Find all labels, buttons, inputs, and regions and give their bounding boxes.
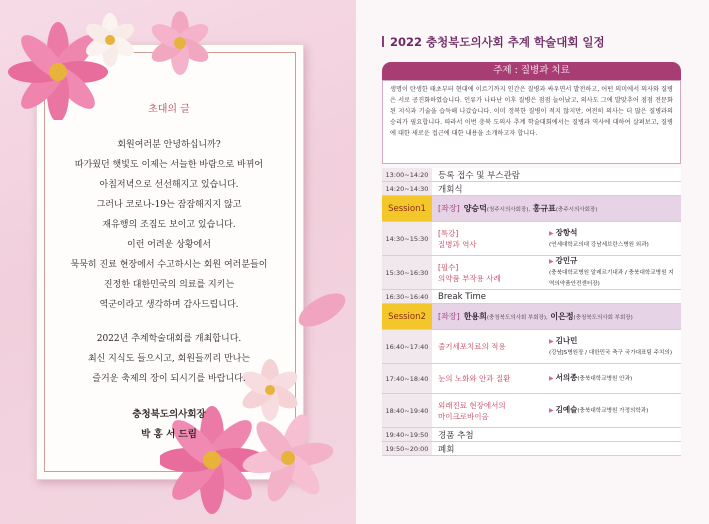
letter-paragraph-2 [44,329,294,389]
speaker-affiliation: (충북대학교병원 알레르기내과 / 충북대학교병원 지역의약품안전센터장) [549,270,674,287]
session-header [382,304,681,330]
time-cell: 14:30~15:30 [382,222,432,255]
table-row [382,394,681,428]
program-cell: Break Time [438,291,487,302]
signature-name: 박 홍 서 드림 [141,429,197,440]
letter-line: 이런 어려운 상황에서 [127,240,211,250]
letter-line: 따가웠던 햇빛도 이제는 서늘한 바람으로 바뀌어 [74,160,264,170]
chair-name: 한용희 [463,312,487,321]
speaker-name: 강민규 [555,256,578,265]
talk-cell [432,330,681,363]
table-row [382,428,681,442]
talk-speaker [549,228,677,250]
session-chairs [432,304,681,329]
speaker-affiliation: (강남JS병원장 / 대한민국 축구 국가대표팀 주치의) [549,349,673,356]
speaker-name: 김예슬 [555,405,578,414]
letter-line: 재유행의 조짐도 보이고 있습니다. [102,220,236,230]
letter-line: 회원여러분 안녕하십니까? [117,140,221,150]
cosmos-flower-icon [140,8,220,78]
time-cell: 18:40~19:40 [382,394,432,427]
letter-line: 최신 지식도 들으시고, 회원들끼리 만나는 [87,354,251,364]
triangle-bullet-icon: ▶ [549,337,554,345]
speaker-name: 김나민 [555,335,578,345]
theme-intro: 생명이 탄생한 태초부터 현대에 이르기까지 인간은 질병과 싸우면서 발전하고, 어떤 의미에서 의사와 질병은 서로 공진화하였습니다. 인류가 나타난 이후 질병은 점점 늘어났고, 의사도 그에 발맞추어 점점 전문화된 지식과 기술을 습득해 나갔습니다. 이미 정복한 질병이 적지 않지만, 여전히 의사는 더 많은 질병과의 승리가 필요합니다. 따라서 이번 충북 도의사 추계 학술대회에서는 질병과 역사에 대하여 살펴보고, 질병에 대한 새로운 접근에 대한 내용을 소개하고자 합니다. [382,80,681,164]
letter-line: 2022년 추계학술대회를 개최합니다. [96,334,242,344]
speaker-name: 장항석 [555,227,578,237]
schedule-title [382,34,605,50]
table-row [382,182,681,196]
table-row [382,330,681,364]
letter-line: 그러나 코로나-19는 잠잠해지지 않고 [96,200,242,210]
table-row [382,168,681,182]
triangle-bullet-icon: ▶ [549,258,554,265]
schedule-title-text: 2022 충청북도의사회 추계 학술대회 일정 [390,35,605,49]
program-cell: 경품 추첨 [438,430,474,441]
chair-affiliation: (충주시의사회장) [555,206,598,213]
time-cell: 19:40~19:50 [382,428,432,441]
table-row [382,222,681,256]
session-label: Session1 [382,196,432,221]
talk-title: 외래진료 현장에서의 마이크로바이옴 [438,400,506,421]
talk-title: 눈의 노화와 안과 질환 [438,374,511,383]
chair-tag: [좌장] [438,312,460,321]
chair-tag: [좌장] [438,204,460,213]
talk-title: [필수] 의약품 부작용 사례 [438,262,501,283]
triangle-bullet-icon: ▶ [549,375,554,382]
talk-speaker [549,336,677,358]
talk-cell [432,256,681,289]
letter-signature [44,405,294,445]
signature-title: 충청북도의사회장 [132,409,206,420]
program-cell: 폐회 [438,444,455,455]
theme-header: 주제 : 질병과 치료 [382,62,681,80]
program-cell: 개회식 [438,184,463,195]
talk-title: [특강] 질병과 역사 [438,228,477,249]
chair-name: 홍규표 [532,204,556,213]
time-cell: 13:00~14:20 [382,168,432,181]
talk-speaker [549,373,677,384]
time-cell: 16:40~17:40 [382,330,432,363]
title-bar [382,36,384,47]
chair-affiliation: (청주시의사회장), [486,206,531,213]
time-cell: 14:20~14:30 [382,182,432,195]
letter-line: 진정한 대한민국의 의료를 지키는 [103,280,235,290]
speaker-affiliation: (충북대학교병원 안과) [577,376,633,382]
triangle-bullet-icon: ▶ [549,407,554,414]
chair-name: 이은정 [550,312,574,321]
speaker-affiliation: (연세대학교의대 강남세브란스병원 외과) [549,241,649,248]
table-row [382,256,681,290]
table-row [382,290,681,304]
session-chairs [432,196,681,221]
talk-speaker [549,256,677,289]
time-cell: 16:30~16:40 [382,290,432,303]
time-cell: 19:50~20:00 [382,442,432,455]
time-cell: 15:30~16:30 [382,256,432,289]
session-header [382,196,681,222]
table-row [382,442,681,456]
triangle-bullet-icon: ▶ [549,229,554,237]
letter-line: 즐거운 축제의 장이 되시기를 바랍니다. [92,374,246,384]
letter-line: 묵묵히 진료 현장에서 수고하시는 회원 여러분들이 [70,260,268,270]
talk-speaker [549,405,677,416]
table-row [382,364,681,394]
chair-affiliation: (충청북도의사회 부회장), [486,314,548,321]
letter-title: 초대의 글 [148,104,190,115]
chair-name: 양승덕 [463,204,487,213]
schedule-panel [356,0,709,524]
talk-title: 줄기세포치료의 적용 [438,342,506,351]
talk-cell [432,394,681,427]
talk-cell [432,222,681,255]
speaker-name: 서의종 [555,373,578,382]
letter-line: 역군이라고 생각하며 감사드립니다. [99,300,239,310]
chair-affiliation: (충청북도의사회 부회장) [573,314,633,321]
session-label: Session2 [382,304,432,329]
letter-line: 아침저녁으로 선선해지고 있습니다. [99,180,239,190]
talk-cell [432,364,681,393]
letter-paragraph-1 [44,135,294,315]
schedule-table [382,168,681,456]
invitation-letter [44,100,294,445]
program-cell: 등록 접수 및 부스관람 [438,170,521,181]
speaker-affiliation: (충북대학교병원 가정의학과) [577,408,649,414]
time-cell: 17:40~18:40 [382,364,432,393]
